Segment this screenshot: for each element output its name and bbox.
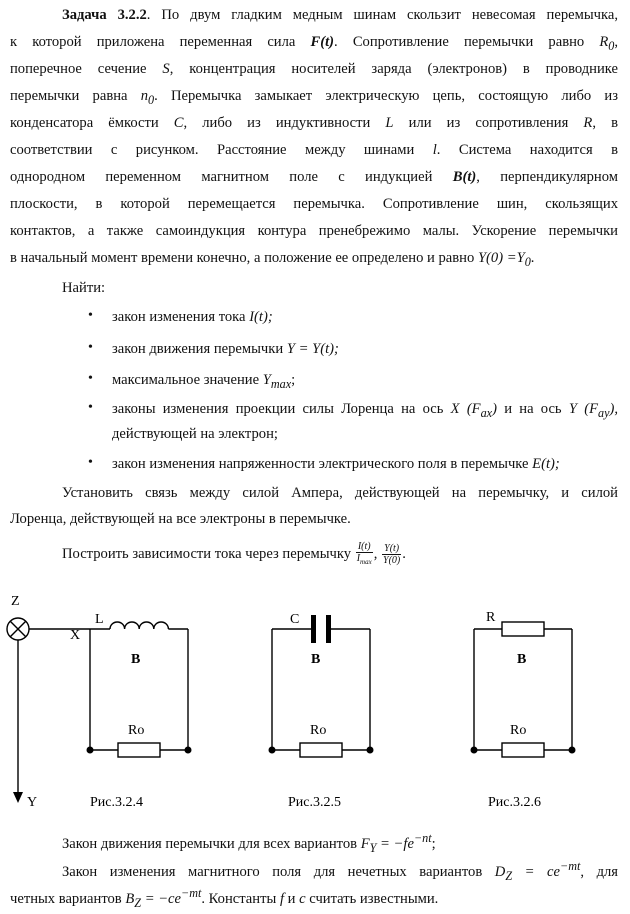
- task-line-7: однородном переменном магнитном поле с индукцией B(t), перпендикулярном: [10, 169, 618, 185]
- task-line-5: конденсатора ёмкости C, либо из индуктивности L или из сопротивления R, в: [10, 115, 618, 131]
- axis-z-label: Z: [11, 594, 20, 609]
- bullet-icon: •: [88, 308, 93, 323]
- caption-fig-4: Рис.3.2.4: [90, 795, 143, 810]
- axis-y-label: Y: [27, 795, 38, 810]
- label-ro-3: Ro: [510, 723, 527, 738]
- capacitor-plate-left: [311, 615, 316, 643]
- task-line-1: Задача 3.2.2. По двум гладким медным шинам скользит невесомая перемычка,: [62, 7, 618, 23]
- relation-line-2: Лоренца, действующей на все электроны в перемычке.: [10, 511, 351, 527]
- caption-fig-5: Рис.3.2.5: [288, 795, 341, 810]
- field-formula-even: $B_Z = -ce^{-mt}$: [125, 886, 202, 910]
- task-line-10: в начальный момент времени конечно, а положение ее определено и равно $Y(0) =Y_0$.: [10, 250, 535, 269]
- find-label: Найти:: [62, 280, 106, 296]
- label-c: C: [290, 612, 300, 627]
- task-line-2: к которой приложена переменная сила F(t). Сопротивление перемычки равно $R_0$,: [10, 34, 618, 53]
- find-item-efield: закон изменения напряженности электрического поля в перемычке E(t);: [112, 456, 560, 472]
- caption-fig-6: Рис.3.2.6: [488, 795, 541, 810]
- bullet-icon: •: [88, 371, 93, 386]
- resistor-ro-1: [118, 743, 160, 757]
- task-line-4: перемычки равна $n_0$. Перемычка замыкает электрическую цепь, состоящую либо из: [10, 88, 618, 107]
- build-plots: Построить зависимости тока через перемычку $\frac{I(t)}{I_{max}}$ , $\frac{Y(t)}{Y(0)}$ .: [62, 541, 406, 567]
- label-ro-2: Ro: [310, 723, 327, 738]
- label-b-1: B: [131, 652, 141, 667]
- resistor-ro-3: [502, 743, 544, 757]
- find-item-motion: закон движения перемычки Y = Y(t);: [112, 341, 339, 357]
- bullet-icon: •: [88, 340, 93, 355]
- find-item-ymax: максимальное значение $Y_{max}$;: [112, 372, 296, 391]
- label-b-3: B: [517, 652, 527, 667]
- find-item-lorentz: законы изменения проекции силы Лоренца на ось X $(F_{ax})$ и на ось Y $(F_{ay})$,: [112, 401, 618, 420]
- resistor-ro-2: [300, 743, 342, 757]
- label-ro-1: Ro: [128, 723, 145, 738]
- field-law-1: Закон изменения магнитного поля для нечетных вариантов $D_Z = ce^{-mt}$, для: [62, 859, 619, 883]
- motion-formula: $F_Y = -fe^{-nt}$: [360, 831, 432, 855]
- field-formula-odd: $D_Z = ce^{-mt}$: [494, 859, 581, 883]
- relation-line-1: Установить связь между силой Ампера, действующей на перемычку, и силой: [62, 485, 618, 501]
- label-l: L: [95, 612, 104, 627]
- label-r: R: [486, 610, 496, 625]
- fraction-position: $\frac{Y(t)}{Y(0)}$: [383, 543, 401, 567]
- label-b-2: B: [311, 652, 321, 667]
- find-item-lorentz-cont: действующей на электрон;: [112, 426, 278, 442]
- find-item-current: закон изменения тока I(t);: [112, 309, 273, 325]
- bullet-icon: •: [88, 400, 93, 415]
- task-title: Задача 3.2.2: [62, 7, 147, 23]
- circuit-figure: [0, 585, 630, 815]
- capacitor-plate-right: [326, 615, 331, 643]
- task-line-6: соответствии с рисунком. Расстояние между шинами l. Система находится в: [10, 142, 618, 158]
- task-line-3: поперечное сечение S, концентрация носителей заряда (электронов) в проводнике: [10, 61, 619, 77]
- bullet-icon: •: [88, 455, 93, 470]
- axis-x-label: X: [70, 628, 81, 643]
- task-line-9: контактов, а также самоиндукция контура пренебрежимо малы. Ускорение перемычки: [10, 223, 618, 239]
- task-line-8: плоскости, в которой перемещается перемычка. Сопротивление шин, скользящих: [10, 196, 618, 212]
- field-law-2: четных вариантов $B_Z = -ce^{-mt}$. Константы f и c считать известными.: [10, 886, 439, 910]
- fraction-current: $\frac{I(t)}{I_{max}}$: [356, 541, 372, 567]
- inductor-coil: [110, 622, 168, 629]
- axis-y-arrow-icon: [13, 792, 23, 803]
- motion-law: Закон движения перемычки для всех вариантов $F_Y = -fe^{-nt}$;: [62, 831, 436, 855]
- resistor-r: [502, 622, 544, 636]
